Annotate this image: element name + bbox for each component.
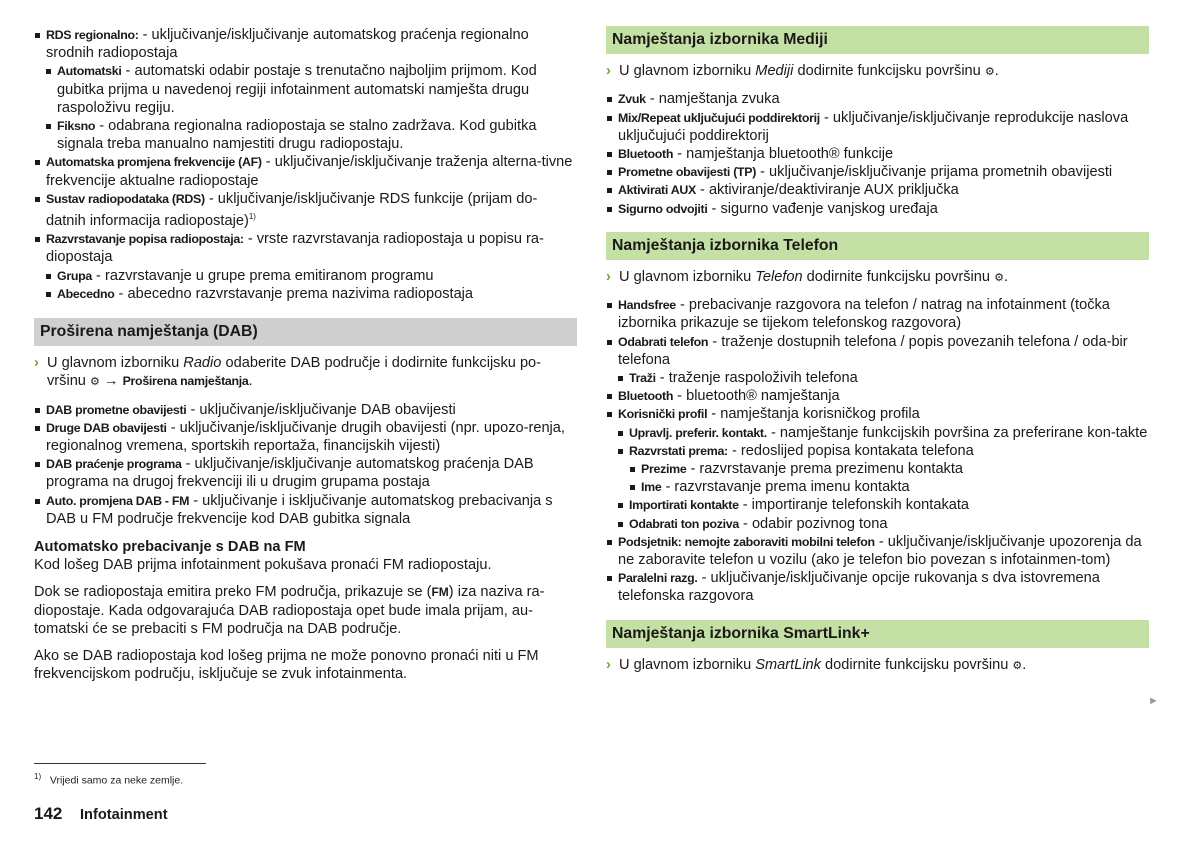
media-navigation-step: › U glavnom izborniku Mediji dodirnite funkcijsku površinu ⚙.: [606, 63, 999, 80]
list-item: Importirati kontakte - importiranje telefonskih kontakata: [617, 496, 1149, 514]
smartlink-section-heading: Namještanja izbornika SmartLink+: [606, 620, 1149, 648]
list-item: DAB prometne obavijesti - uključivanje/isključivanje DAB obavijesti: [34, 401, 577, 419]
continue-arrow-icon: ►: [1148, 695, 1159, 707]
list-item: Druge DAB obavijesti - uključivanje/isključivanje drugih obavijesti (npr. upozo-renja, regionalnog vremena, sportskih reportaža, financijskih vijesti): [34, 419, 577, 455]
fm-symbol: FM: [431, 585, 449, 600]
step-arrow-icon: ›: [606, 63, 611, 80]
phone-options-list: [606, 296, 1149, 605]
list-item: RDS regionalno: - uključivanje/isključivanje automatskog praćenja regionalno srodnih radiopostaja: [34, 26, 577, 62]
settings-gear-icon: ⚙: [1012, 659, 1023, 672]
list-item: Grupa - razvrstavanje u grupe prema emitiranom programu: [45, 267, 577, 285]
list-item: Upravlj. preferir. kontakt. - namještanje funkcijskih površina za preferirane kon-takte: [617, 424, 1149, 442]
step-arrow-icon: ›: [606, 269, 611, 286]
list-item: Sustav radiopodataka (RDS) - uključivanje/isključivanje RDS funkcije (prijam do-datnih informacija radiopostaje)$^{1)}$: [34, 190, 577, 230]
list-item: Odabrati telefon - traženje dostupnih telefona / popis povezanih telefona / oda-bir telefona: [606, 333, 1149, 369]
phone-navigation-step: › U glavnom izborniku Telefon dodirnite funkcijsku površinu ⚙.: [606, 269, 1008, 286]
section-title: Infotainment: [80, 807, 168, 823]
dab-navigation-step: › U glavnom izborniku Radio odaberite DAB područje i dodirnite funkcijsku po-vršinu ⚙ → Proširena namještanja.: [34, 355, 542, 390]
settings-gear-icon: ⚙: [994, 272, 1004, 285]
right-column: [606, 26, 1149, 675]
paragraph: Kod lošeg DAB prijma infotainment pokušava pronaći FM radiopostaju.: [34, 557, 492, 574]
list-item: Automatski - automatski odabir postaje s trenutačno najboljim prijmom. Kod gubitka prijma u navedenoj regiji infotainment automatski namješta drugu raspoloživu regiju.: [45, 62, 577, 117]
footnote-ref: 1): [248, 212, 256, 222]
paragraph: Ako se DAB radiopostaja kod lošeg prijma ne može ponovno pronaći niti u FM frekvencijskom području, isključuje se zvuk infotainmenta.: [34, 647, 539, 683]
smartlink-navigation-step: › U glavnom izborniku SmartLink dodirnite funkcijsku površinu ⚙.: [606, 656, 1027, 673]
media-options-list: [606, 90, 1149, 217]
list-item: DAB praćenje programa - uključivanje/isključivanje automatskog praćenja DAB programa na drugoj frekvenciji ili u drugim grupama postaja: [34, 455, 577, 491]
list-item: Razvrstavanje popisa radiopostaja: - vrste razvrstavanja radiopostaja u popisu ra-diopostaja: [34, 230, 577, 266]
subheading: Automatsko prebacivanje s DAB na FM: [34, 538, 306, 555]
list-item: Auto. promjena DAB - FM - uključivanje i isključivanje automatskog prebacivanja s DAB u FM područje frekvencije kod DAB gubitka signala: [34, 492, 577, 528]
settings-gear-icon: ⚙: [984, 66, 995, 79]
list-item: Razvrstati prema: - redoslijed popisa kontakata telefona: [617, 442, 1149, 460]
list-item: Ime - razvrstavanje prema imenu kontakta: [629, 478, 1149, 496]
list-item: Prezime - razvrstavanje prema prezimenu kontakta: [629, 460, 1149, 478]
list-item: Mix/Repeat uključujući poddirektorij - uključivanje/isključivanje reprodukcije naslova uključujući poddirektorij: [606, 109, 1149, 145]
dab-section-heading: Proširena namještanja (DAB): [34, 318, 577, 346]
list-item: Paralelni razg. - uključivanje/isključivanje opcije rukovanja s dva istovremena telefonska razgovora: [606, 569, 1149, 605]
list-item: Podsjetnik: nemojte zaboraviti mobilni telefon - uključivanje/isključivanje upozorenja da ne zaboravite telefon u vozilu (ako je telefon bio povezan s infotainmen-tom): [606, 533, 1149, 569]
list-item: Bluetooth - bluetooth® namještanja: [606, 387, 1149, 405]
list-item: Bluetooth - namještanja bluetooth® funkcije: [606, 145, 1149, 163]
page-number: 142: [34, 804, 63, 823]
list-item: Aktivirati AUX - aktiviranje/deaktiviranje AUX priključka: [606, 181, 1149, 199]
step-arrow-icon: ›: [606, 656, 611, 673]
paragraph: Dok se radiopostaja emitira preko FM područja, prikazuje se (FM) iza naziva ra-diopostaje. Kada odgovarajuća DAB radiopostaja opet bude imala prijam, au-tomatski će se prebaciti s FM područja na DAB područje.: [34, 584, 545, 637]
list-item: Sigurno odvojiti - sigurno vađenje vanjskog uređaja: [606, 200, 1149, 218]
list-item: Prometne obavijesti (TP) - uključivanje/isključivanje prijama prometnih obavijesti: [606, 163, 1149, 181]
list-item: Zvuk - namještanja zvuka: [606, 90, 1149, 108]
list-item: Handsfree - prebacivanje razgovora na telefon / natrag na infotainment (točka izbornika prikazuje se tijekom telefonskog razgovora): [606, 296, 1149, 332]
media-section-heading: Namještanja izbornika Mediji: [606, 26, 1149, 54]
settings-gear-icon: ⚙: [89, 376, 100, 389]
left-column: [34, 26, 577, 683]
list-item: Abecedno - abecedno razvrstavanje prema nazivima radiopostaja: [45, 285, 577, 303]
list-item: Automatska promjena frekvencije (AF) - uključivanje/isključivanje traženja alterna-tivne frekvencije aktualne radiopostaje: [34, 153, 577, 189]
step-arrow-icon: ›: [34, 355, 39, 372]
list-item: Korisnički profil - namještanja korisničkog profila: [606, 405, 1149, 423]
footnote-divider: [34, 763, 206, 764]
phone-section-heading: Namještanja izbornika Telefon: [606, 232, 1149, 260]
dab-options-list: [34, 401, 577, 528]
list-item: Odabrati ton poziva - odabir pozivnog tona: [617, 515, 1149, 533]
list-item: Fiksno - odabrana regionalna radiopostaja se stalno zadržava. Kod gubitka signala treba manualno namjestiti drugu radiopostaju.: [45, 117, 577, 153]
footnote: $^{1)}$ Vrijedi samo za neke zemlje.: [34, 772, 184, 787]
list-item: Traži - traženje raspoloživih telefona: [617, 369, 1149, 387]
